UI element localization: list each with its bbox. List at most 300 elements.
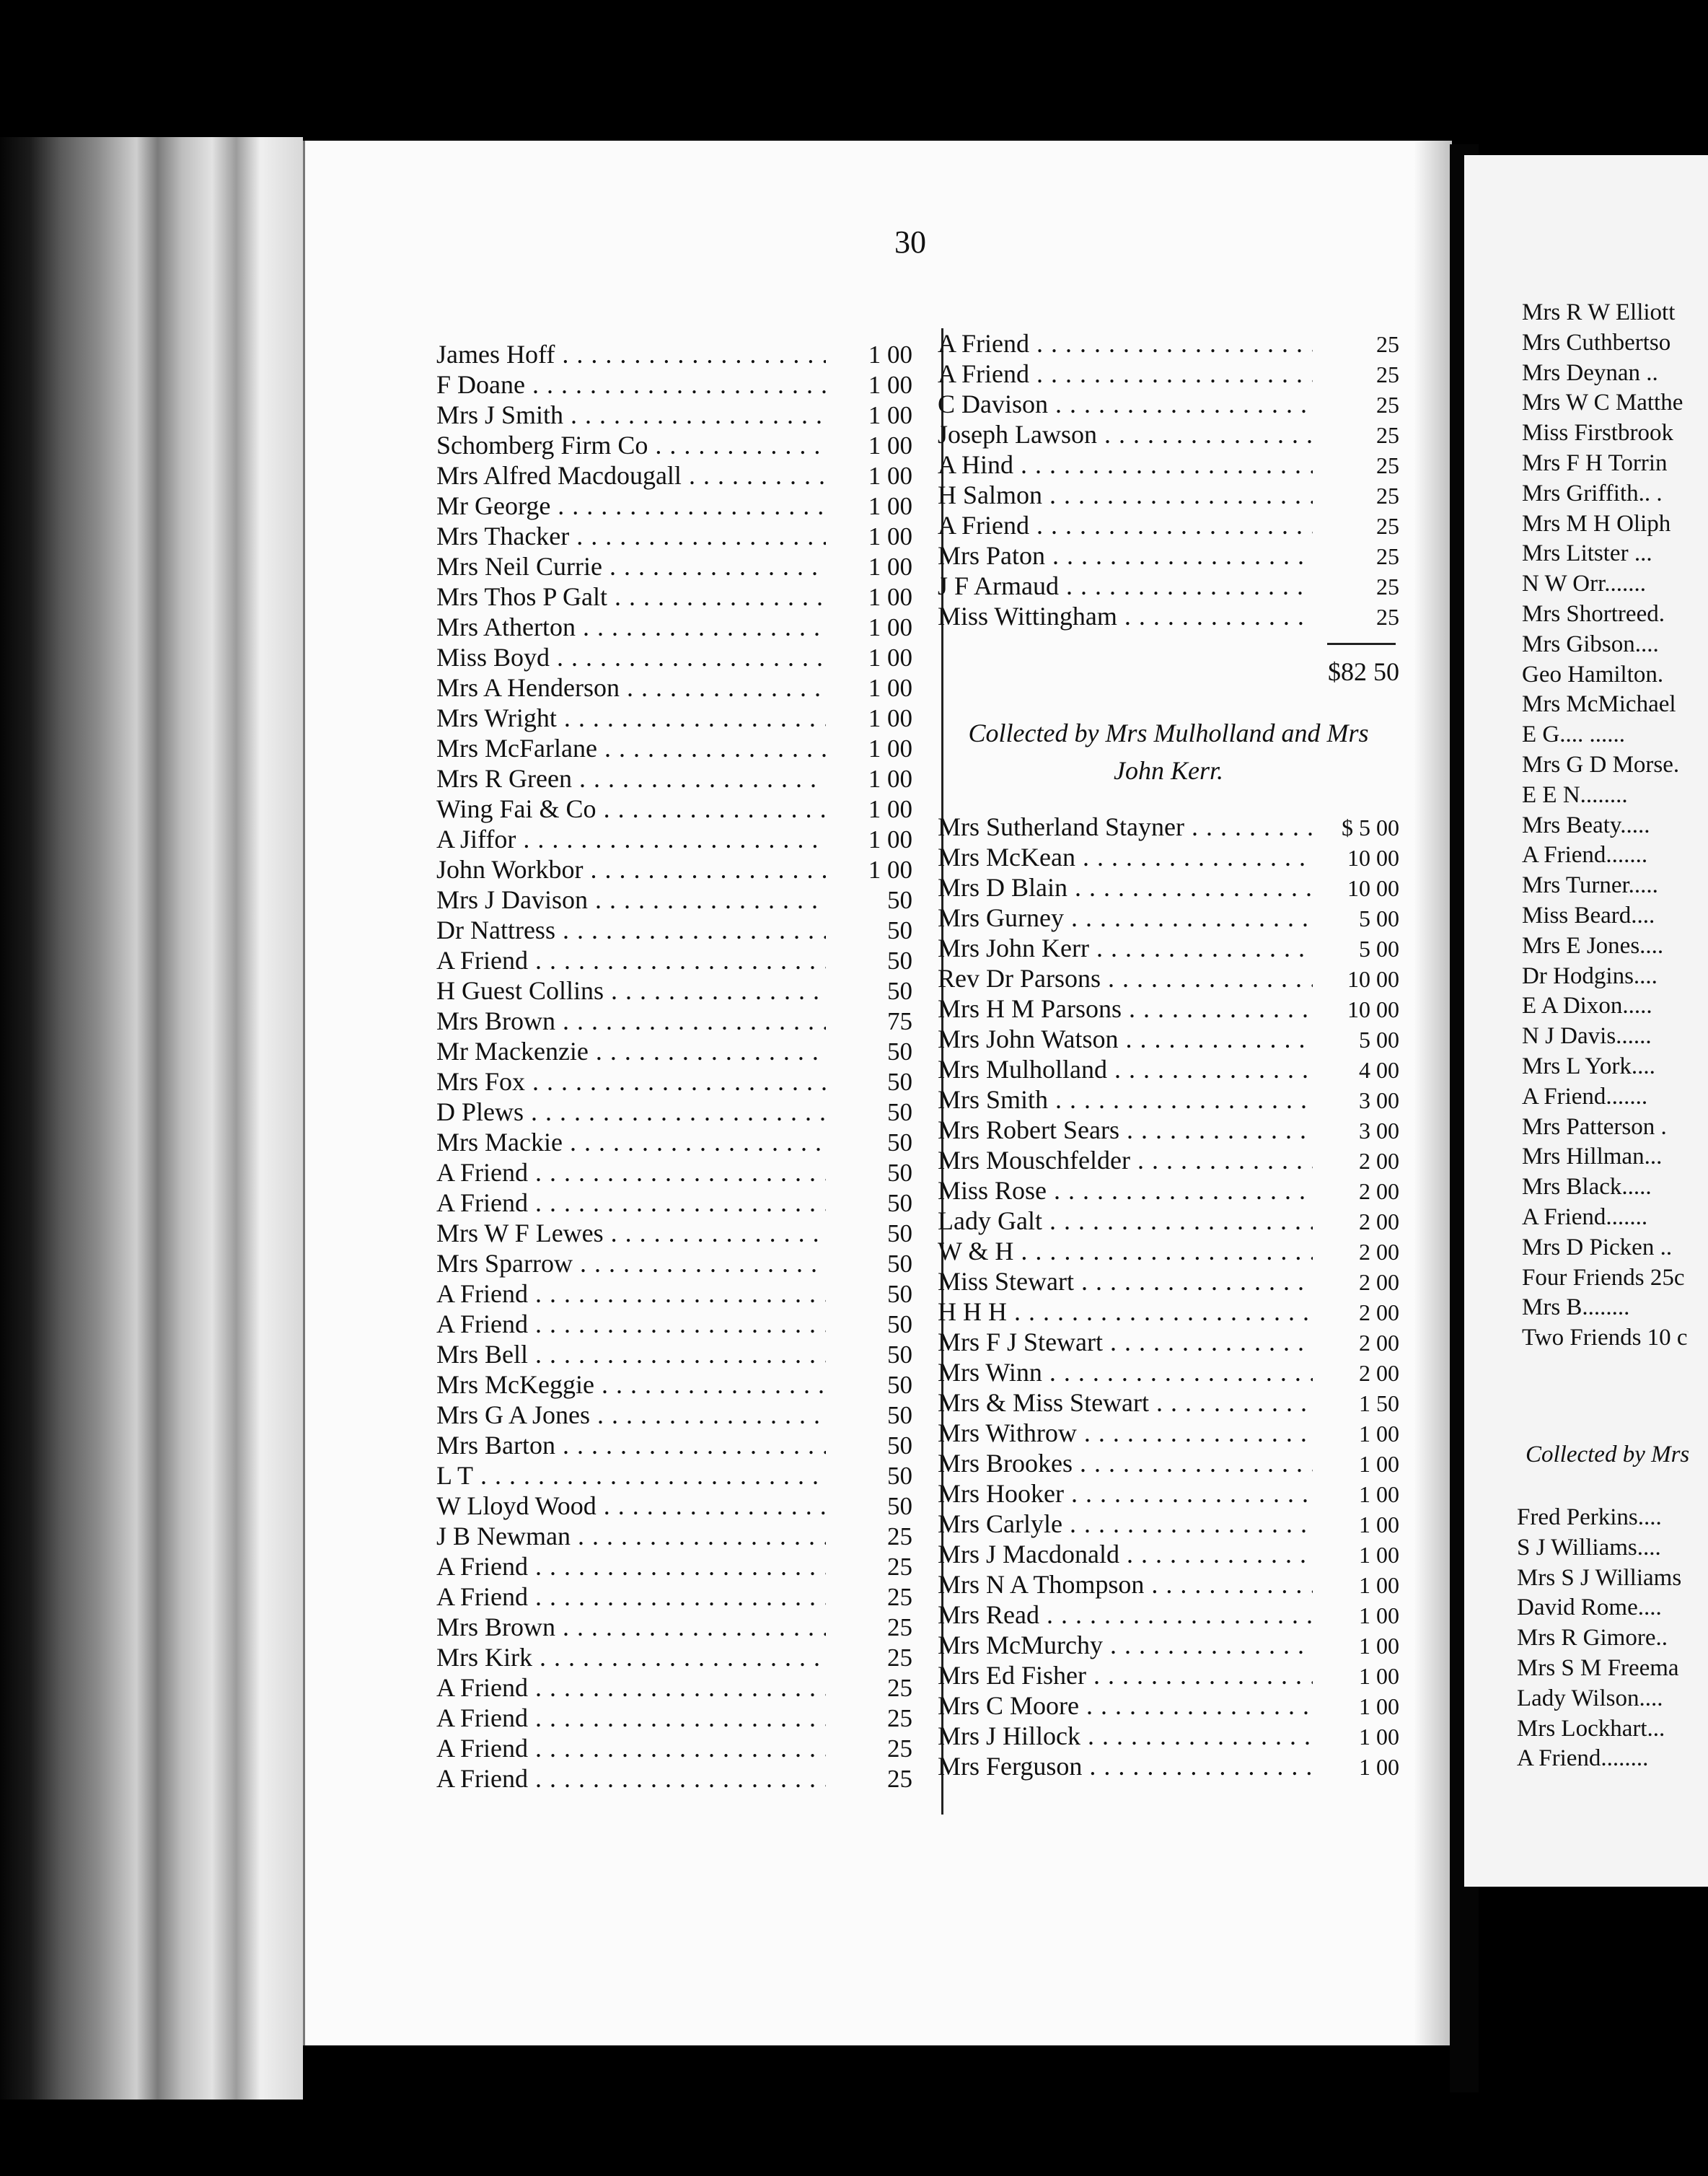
donor-row (436, 582, 912, 612)
donor-row (938, 1357, 1399, 1387)
donation-amount: 1 00 (1359, 1451, 1399, 1477)
donation-amount: 50 (887, 1098, 912, 1126)
donor-name: Mrs J Hillock . . . (938, 1721, 1313, 1751)
donor-row (436, 1763, 912, 1794)
donor-row (938, 328, 1399, 359)
donor-row (436, 1551, 912, 1581)
donor-name: Mrs Thos P Galt . . . (436, 582, 826, 612)
donor-row (436, 794, 912, 824)
donor-row (1522, 931, 1708, 962)
donation-amount: 25 (1376, 483, 1399, 509)
donation-amount: 10 00 (1347, 845, 1399, 871)
donor-name: Mrs Alfred Macdougall . . . (436, 460, 826, 491)
donor-row (436, 1581, 912, 1612)
donor-row (938, 510, 1399, 540)
donor-name: Mrs G D Morse. (1522, 751, 1680, 778)
donor-row (938, 1206, 1399, 1236)
donor-name: Mrs R W Elliott (1522, 299, 1676, 325)
donor-name: Mrs Beaty..... (1522, 812, 1650, 838)
donor-name: Mrs Brookes . . . (938, 1448, 1313, 1478)
donation-amount: 1 00 (868, 704, 912, 732)
donor-row (1522, 1203, 1708, 1233)
donor-row (938, 1751, 1399, 1781)
donor-name: W Lloyd Wood . . . (436, 1491, 826, 1521)
donor-row (1522, 901, 1708, 931)
donor-row (436, 1127, 912, 1157)
donor-name: Mrs McKean . . . (938, 842, 1313, 872)
donor-name: Mrs Ed Fisher . . . (938, 1660, 1313, 1690)
donation-amount: 50 (887, 1068, 912, 1096)
donation-amount: 5 00 (1359, 905, 1399, 931)
donor-row (436, 1036, 912, 1066)
donation-amount: 1 00 (868, 765, 912, 793)
donation-amount: 25 (887, 1613, 912, 1641)
donor-name: Mrs C Moore . . . (938, 1690, 1313, 1721)
donor-name: Mrs D Blain . . . (938, 872, 1313, 903)
donation-amount: 25 (887, 1704, 912, 1732)
donor-name: Mrs S J Williams (1517, 1564, 1682, 1591)
donor-name: A Friend . . . (436, 1278, 826, 1309)
donation-amount: 25 (1376, 361, 1399, 387)
donor-row (1522, 1113, 1708, 1143)
donor-name: Mrs Gibson.... (1522, 631, 1659, 657)
donation-amount: 3 00 (1359, 1087, 1399, 1113)
donor-name: W & H . . . (938, 1236, 1313, 1266)
donation-amount: 50 (887, 1159, 912, 1187)
donor-name: A Friend....... (1522, 842, 1648, 869)
donation-amount: 2 00 (1359, 1239, 1399, 1265)
donor-name: Schomberg Firm Co . . . (436, 430, 826, 460)
donor-row (436, 400, 912, 430)
donor-row (1517, 1563, 1708, 1594)
donor-name: Miss Rose . . . (938, 1175, 1313, 1206)
donor-name: Mrs E Jones.... (1522, 932, 1664, 959)
donor-name: Dr Nattress . . . (436, 915, 826, 945)
donor-name: Mrs Lockhart... (1517, 1715, 1665, 1742)
donor-name: H Guest Collins . . . (436, 975, 826, 1006)
donor-name: L T . . . (436, 1460, 826, 1491)
donor-row (436, 521, 912, 551)
donor-name: Lady Galt . . . (938, 1206, 1313, 1236)
donor-row (436, 1672, 912, 1703)
donation-amount: 1 00 (1359, 1663, 1399, 1689)
donor-row (436, 339, 912, 369)
donor-row (1517, 1503, 1708, 1533)
donor-name: A Friend . . . (436, 1157, 826, 1188)
donor-name: N J Davis...... (1522, 1023, 1652, 1050)
donor-row (436, 1733, 912, 1763)
donation-amount: 25 (1376, 574, 1399, 600)
donation-amount: 10 00 (1347, 966, 1399, 992)
donation-amount: 1 00 (1359, 1754, 1399, 1780)
donor-name: Mrs Gurney . . . (938, 903, 1313, 933)
donor-row (1522, 359, 1708, 389)
donation-amount: 1 00 (1359, 1572, 1399, 1598)
donor-name: Mrs Brown . . . (436, 1006, 826, 1036)
donor-row (1522, 449, 1708, 479)
donor-name: Dr Hodgins.... (1522, 962, 1658, 989)
donation-amount: 1 00 (868, 795, 912, 823)
donor-row (938, 1448, 1399, 1478)
donor-row (938, 933, 1399, 963)
donation-amount: 2 00 (1359, 1148, 1399, 1174)
donor-name: H H H . . . (938, 1297, 1313, 1327)
donor-name: A Friend . . . (436, 1763, 826, 1794)
donor-row (1522, 539, 1708, 569)
donor-name: Two Friends 10 c (1522, 1325, 1688, 1351)
donor-name: E G.... ...... (1522, 721, 1625, 748)
donor-name: Mrs Bell . . . (436, 1339, 826, 1369)
donor-row (436, 430, 912, 460)
donor-row (1522, 1263, 1708, 1294)
donor-row (436, 460, 912, 491)
left-donor-column (436, 339, 912, 1794)
donor-row (1517, 1623, 1708, 1654)
donor-name: Mrs Hillman... (1522, 1144, 1663, 1170)
donor-row (1522, 298, 1708, 328)
donor-name: Lady Wilson.... (1517, 1685, 1663, 1711)
donor-name: Fred Perkins.... (1517, 1504, 1662, 1530)
donor-name: Mr George . . . (436, 491, 826, 521)
donor-row (938, 571, 1399, 601)
donor-name: D Plews . . . (436, 1097, 826, 1127)
donor-name: N W Orr....... (1522, 571, 1647, 597)
donation-amount: 1 00 (868, 553, 912, 581)
donor-name: Mrs Fox . . . (436, 1066, 826, 1097)
donor-name: Mrs Read . . . (938, 1600, 1313, 1630)
donor-row (436, 854, 912, 885)
donor-row (1522, 569, 1708, 600)
donor-name: A Friend . . . (436, 1672, 826, 1703)
donation-amount: 1 00 (868, 856, 912, 884)
donation-amount: 25 (1376, 422, 1399, 448)
donor-name: Mr Mackenzie . . . (436, 1036, 826, 1066)
donor-name: Mrs G A Jones . . . (436, 1400, 826, 1430)
collected-by-heading: Collected by Mrs Mulholland and Mrs John Kerr. (968, 719, 1369, 785)
donation-amount: 75 (887, 1007, 912, 1035)
donor-name: Mrs McMurchy . . . (938, 1630, 1313, 1660)
donor-name: Mrs Black..... (1522, 1174, 1652, 1201)
donor-name: Mrs Neil Currie . . . (436, 551, 826, 582)
donor-name: Mrs L York.... (1522, 1053, 1655, 1079)
donation-amount: 50 (887, 1219, 912, 1247)
donation-amount: 1 00 (1359, 1481, 1399, 1507)
donation-amount: 2 00 (1359, 1299, 1399, 1325)
donor-row (938, 1054, 1399, 1084)
donor-name: Miss Wittingham . . . (938, 601, 1313, 631)
donation-amount: 2 00 (1359, 1269, 1399, 1295)
donor-row (436, 763, 912, 794)
donor-row (1522, 720, 1708, 750)
donation-amount: 1 00 (1359, 1633, 1399, 1659)
right-donor-column-bottom (1517, 1503, 1708, 1774)
donor-name: Mrs S M Freema (1517, 1654, 1679, 1681)
donor-name: F Doane . . . (436, 369, 826, 400)
donor-name: Joseph Lawson . . . (938, 419, 1313, 449)
donor-name: Mrs John Kerr . . . (938, 933, 1313, 963)
donor-row (938, 1236, 1399, 1266)
donation-amount: 25 (1376, 331, 1399, 357)
donation-amount: 1 00 (1359, 1512, 1399, 1537)
donor-name: Mrs Winn . . . (938, 1357, 1313, 1387)
donor-row (1522, 871, 1708, 901)
donor-row (436, 1218, 912, 1248)
donor-row (436, 1430, 912, 1460)
donation-amount: 10 00 (1347, 996, 1399, 1022)
donation-amount: 25 (887, 1765, 912, 1793)
donation-amount: 1 00 (1359, 1693, 1399, 1719)
donor-row (938, 812, 1399, 842)
donation-amount: 1 00 (868, 734, 912, 763)
donor-name: Mrs N A Thompson . . . (938, 1569, 1313, 1600)
donor-row (938, 601, 1399, 631)
donation-amount: 25 (887, 1553, 912, 1581)
donation-amount: 5 00 (1359, 1027, 1399, 1053)
donor-row (1522, 1082, 1708, 1113)
donor-row (1522, 479, 1708, 509)
donation-amount: 50 (887, 1371, 912, 1399)
donor-name: Mrs A Henderson . . . (436, 672, 826, 703)
donor-row (1522, 509, 1708, 540)
donor-row (1522, 1142, 1708, 1172)
donation-amount: 25 (1376, 392, 1399, 418)
donation-amount: 1 00 (868, 522, 912, 550)
donor-name: Wing Fai & Co . . . (436, 794, 826, 824)
donor-name: Mrs Sparrow . . . (436, 1248, 826, 1278)
donor-name: Mrs Withrow . . . (938, 1418, 1313, 1448)
donor-name: Mrs F J Stewart . . . (938, 1327, 1313, 1357)
donor-row (938, 1600, 1399, 1630)
donor-row (938, 1327, 1399, 1357)
donor-name: Mrs J Macdonald . . . (938, 1539, 1313, 1569)
donor-row (1522, 991, 1708, 1022)
donor-row (1522, 1233, 1708, 1263)
donor-row (436, 1309, 912, 1339)
donor-name: Mrs Brown . . . (436, 1612, 826, 1642)
donor-name: Mrs Hooker . . . (938, 1478, 1313, 1509)
donor-row (436, 885, 912, 915)
donor-row (938, 449, 1399, 480)
middle-donor-column-top (938, 328, 1399, 631)
donor-row (938, 1630, 1399, 1660)
donation-amount: 1 00 (868, 644, 912, 672)
donor-name: Mrs Shortreed. (1522, 600, 1665, 627)
donor-name: Mrs Cuthbertso (1522, 329, 1671, 356)
donor-name: Mrs McKeggie . . . (436, 1369, 826, 1400)
donor-name: Mrs Turner..... (1522, 872, 1658, 899)
donor-name: A Friend . . . (436, 945, 826, 975)
donor-row (1517, 1593, 1708, 1623)
donation-amount: 1 00 (868, 341, 912, 369)
donor-name: A Friend . . . (938, 510, 1313, 540)
donation-amount: 50 (887, 1189, 912, 1217)
middle-donor-column-bottom (938, 812, 1399, 1781)
donor-row (938, 1387, 1399, 1418)
donation-amount: 2 00 (1359, 1178, 1399, 1204)
donor-name: Mrs Griffith.. . (1522, 480, 1663, 506)
donor-row (1522, 1052, 1708, 1082)
donation-amount: 50 (887, 1037, 912, 1066)
donor-row (436, 1491, 912, 1521)
donor-name: Miss Firstbrook (1522, 420, 1673, 447)
donation-amount: 25 (887, 1644, 912, 1672)
donation-amount: 50 (887, 1401, 912, 1429)
donation-amount: 50 (887, 1431, 912, 1460)
donor-name: E A Dixon..... (1522, 993, 1652, 1019)
donor-row (1522, 388, 1708, 418)
donation-amount: 1 00 (1359, 1724, 1399, 1750)
donor-row (938, 419, 1399, 449)
donor-name: H Salmon . . . (938, 480, 1313, 510)
donation-amount: 1 00 (868, 825, 912, 854)
donation-amount: 50 (887, 1310, 912, 1338)
donation-amount: 4 00 (1359, 1057, 1399, 1083)
donor-row (938, 1266, 1399, 1297)
donation-amount: 2 00 (1359, 1330, 1399, 1356)
donor-row (938, 1297, 1399, 1327)
donor-name: James Hoff . . . (436, 339, 826, 369)
donation-amount: 1 00 (868, 462, 912, 490)
donor-name: Mrs Kirk . . . (436, 1642, 826, 1672)
donor-name: A Friend . . . (436, 1733, 826, 1763)
donation-amount: 50 (887, 886, 912, 914)
donor-row (938, 1478, 1399, 1509)
donation-amount: 1 00 (868, 401, 912, 429)
donation-amount: 1 00 (1359, 1542, 1399, 1568)
donor-name: Mrs H M Parsons . . . (938, 993, 1313, 1024)
donor-name: A Friend . . . (436, 1309, 826, 1339)
donation-amount: 25 (887, 1522, 912, 1550)
donation-amount: 10 00 (1347, 875, 1399, 901)
donor-name: John Workbor . . . (436, 854, 826, 885)
donor-name: E E N........ (1522, 781, 1628, 808)
donation-amount: 2 00 (1359, 1208, 1399, 1234)
donation-amount: $ 5 00 (1342, 815, 1399, 841)
donor-name: Mrs R Green . . . (436, 763, 826, 794)
donor-row (1522, 1323, 1708, 1354)
donation-amount: 1 00 (868, 371, 912, 399)
donor-name: Geo Hamilton. (1522, 661, 1664, 688)
donor-row (436, 612, 912, 642)
page-curl-shadow (1414, 141, 1453, 2045)
donor-row (436, 642, 912, 672)
donor-name: J B Newman . . . (436, 1521, 826, 1551)
donor-row (1522, 690, 1708, 720)
donation-amount: 25 (1376, 513, 1399, 539)
donor-name: Four Friends 25c (1522, 1264, 1685, 1291)
donation-amount: 25 (1376, 604, 1399, 630)
donor-row (436, 491, 912, 521)
donor-row (938, 1660, 1399, 1690)
donor-row (436, 1703, 912, 1733)
donor-row (938, 1569, 1399, 1600)
donor-row (1522, 630, 1708, 660)
book-page-edges (0, 137, 303, 2100)
donation-amount: 1 00 (868, 583, 912, 611)
donor-row (436, 1066, 912, 1097)
donor-name: S J Williams.... (1517, 1534, 1661, 1561)
donor-name: Mrs R Gimore.. (1517, 1625, 1668, 1651)
donation-amount: 50 (887, 947, 912, 975)
donor-row (938, 842, 1399, 872)
donation-amount: 25 (1376, 543, 1399, 569)
donor-name: Mrs Deynan .. (1522, 359, 1658, 386)
donor-name: A Friend . . . (436, 1551, 826, 1581)
donor-row (1517, 1654, 1708, 1684)
donor-row (938, 1690, 1399, 1721)
donation-amount: 1 00 (1359, 1602, 1399, 1628)
donation-amount: 50 (887, 1128, 912, 1157)
donation-amount: 1 00 (868, 674, 912, 702)
donation-amount: 1 00 (868, 492, 912, 520)
donor-row (938, 993, 1399, 1024)
donation-amount: 50 (887, 1341, 912, 1369)
donor-row (436, 1521, 912, 1551)
donor-row (938, 480, 1399, 510)
donor-name: Mrs Mouschfelder . . . (938, 1145, 1313, 1175)
donor-row (1522, 781, 1708, 811)
donor-row (1517, 1714, 1708, 1745)
donor-row (938, 540, 1399, 571)
donor-name: Mrs M H Oliph (1522, 510, 1671, 537)
donation-amount: 3 00 (1359, 1118, 1399, 1144)
donor-name: Mrs F H Torrin (1522, 449, 1668, 476)
donor-row (436, 733, 912, 763)
donor-row (1522, 1172, 1708, 1203)
donation-amount: 1 00 (868, 431, 912, 460)
donor-row (436, 1278, 912, 1309)
donor-name: Mrs Sutherland Stayner . . . (938, 812, 1313, 842)
donation-amount: 1 00 (1359, 1421, 1399, 1447)
donor-row (436, 551, 912, 582)
donor-row (436, 915, 912, 945)
donor-row (1522, 660, 1708, 690)
donor-row (1517, 1744, 1708, 1774)
donor-name: A Friend . . . (938, 328, 1313, 359)
donor-name: A Friend . . . (436, 1188, 826, 1218)
donor-row (436, 975, 912, 1006)
donor-row (436, 1460, 912, 1491)
donor-row (436, 1157, 912, 1188)
donor-name: Mrs Paton . . . (938, 540, 1313, 571)
donor-name: Mrs Litster ... (1522, 540, 1652, 567)
donation-amount: 5 00 (1359, 936, 1399, 962)
donor-name: J F Armaud . . . (938, 571, 1313, 601)
donor-row (436, 945, 912, 975)
right-donor-column-top (1522, 298, 1708, 1354)
donor-row (436, 1369, 912, 1400)
donor-row (1522, 328, 1708, 359)
donor-row (938, 903, 1399, 933)
donor-row (436, 703, 912, 733)
donor-row (938, 1084, 1399, 1115)
donor-row (1517, 1533, 1708, 1563)
donor-name: A Friend . . . (436, 1703, 826, 1733)
donor-name: Mrs Carlyle . . . (938, 1509, 1313, 1539)
donor-name: Miss Beard.... (1522, 902, 1655, 929)
donor-row (436, 1612, 912, 1642)
page-number: 30 (894, 224, 926, 260)
donor-name: Mrs J Davison . . . (436, 885, 826, 915)
middle-total: $82 50 (1328, 657, 1399, 686)
donor-row (938, 1539, 1399, 1569)
donor-name: Mrs B........ (1522, 1294, 1630, 1321)
donation-amount: 50 (887, 916, 912, 944)
donor-name: Mrs W C Matthe (1522, 390, 1683, 416)
donor-name: Mrs Barton . . . (436, 1430, 826, 1460)
donation-amount: 1 00 (868, 613, 912, 641)
donation-amount: 25 (1376, 452, 1399, 478)
